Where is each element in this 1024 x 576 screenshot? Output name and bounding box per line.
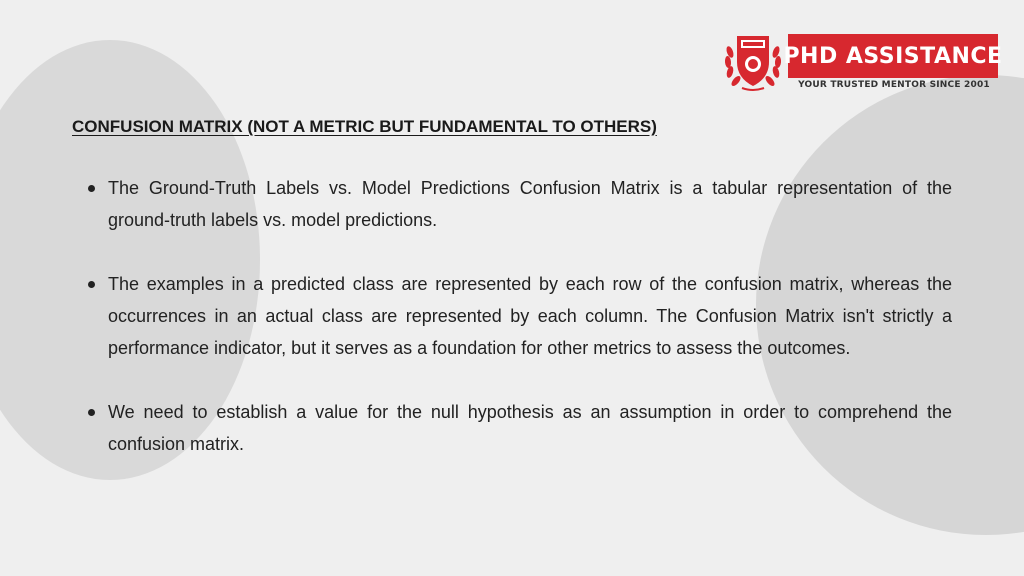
bullet-text: We need to establish a value for the null hypothesis as an assumption in order to comprehend the confusion matrix. [108,402,952,454]
bullet-dot-icon [88,409,95,416]
laurel-emblem-icon [722,32,784,92]
bullet-item [88,172,952,236]
brand-name-box [783,34,1003,78]
bullet-dot-icon [88,185,95,192]
slide-heading: CONFUSION MATRIX (NOT A METRIC BUT FUNDAMENTAL TO OTHERS) [72,117,657,136]
bullet-list [88,172,952,460]
brand-logo [722,32,1003,94]
brand-tagline: YOUR TRUSTED MENTOR SINCE 2001 [798,80,990,90]
bullet-item [88,268,952,364]
bullet-text: The Ground-Truth Labels vs. Model Predictions Confusion Matrix is a tabular representation of the ground-truth labels vs. model predictions. [108,178,952,230]
bullet-item [88,396,952,460]
bullet-dot-icon [88,281,95,288]
bullet-text: The examples in a predicted class are represented by each row of the confusion matrix, whereas the occurrences in an actual class are represented by each column. The Confusion Matrix isn't strictly a performance indicator, but it serves as a foundation for other metrics to assess the outcomes. [108,274,952,358]
brand-name: PHD ASSISTANCE [783,43,1003,69]
